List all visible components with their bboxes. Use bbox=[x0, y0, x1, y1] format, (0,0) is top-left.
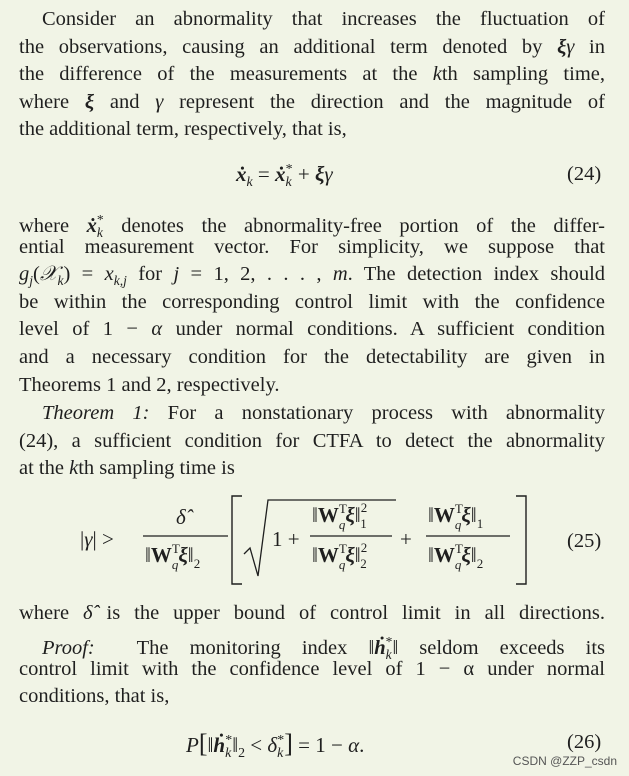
text-line: control limit with the confidence level of 1 − α under normal bbox=[19, 657, 605, 680]
eq25-delta-hat: δ̂ bbox=[176, 505, 186, 529]
text-line: where δ̂ is the upper bound of control limit in all directions. bbox=[19, 602, 605, 624]
text-line: where ẋ$_k$* denotes the abnormality-free portion of the differ- bbox=[19, 212, 605, 240]
theorem-1 bbox=[19, 400, 605, 483]
text-line: be within the corresponding control limit with the confidence bbox=[19, 290, 605, 313]
proof bbox=[19, 628, 605, 711]
text-line: $g_j(𝒳_k) = x_{k,j}$ for j = 1, 2, . . . , m. The detection index should bbox=[19, 263, 606, 289]
text-line: the difference of the measurements at the kth sampling time, bbox=[19, 63, 605, 86]
text-line: ential measurement vector. For simplicity, we suppose that bbox=[19, 235, 605, 258]
text-line: where ξ and γ represent the direction and the magnitude of bbox=[19, 90, 605, 113]
eq25-numerator-2: $‖W^T$ qξ‖$^2$ 1 bbox=[312, 500, 368, 532]
watermark: CSDN @ZZP_csdn bbox=[512, 754, 617, 768]
text-line: (24), a sufficient condition for CTFA to detect the abnormality bbox=[19, 429, 605, 452]
svg-text:+: + bbox=[400, 527, 412, 551]
equation-number-26: (26) bbox=[567, 731, 602, 753]
text-line: Theorems 1 and 2, respectively. bbox=[19, 373, 280, 396]
equation-number-24: (24) bbox=[567, 163, 602, 185]
text-line: and a necessary condition for the detectability are given in bbox=[19, 345, 605, 368]
text-line: at the kth sampling time is bbox=[19, 457, 235, 480]
eq25-denominator-2: $‖W^T$ qξ‖$^2$ 2 bbox=[312, 540, 368, 572]
proof-label: Proof: bbox=[42, 636, 95, 659]
text-line: conditions, that is, bbox=[19, 685, 170, 708]
paragraph-after-25 bbox=[19, 600, 605, 628]
text-line: level of 1 − α under normal conditions. A sufficient condition bbox=[19, 318, 605, 341]
paragraph-intro bbox=[19, 6, 605, 144]
paragraph-definition bbox=[19, 206, 605, 399]
text-line: Consider an abnormality that increases the fluctuation of bbox=[42, 8, 605, 30]
eq25-lhs: |γ| > bbox=[80, 527, 114, 551]
text-line: the observations, causing an additional term denoted by ξγ in bbox=[19, 35, 605, 58]
equation-25 bbox=[0, 488, 629, 592]
equation-24: ẋ$_k$ = ẋ$_k$* + ξγ bbox=[236, 161, 333, 190]
equation-26: $P[‖ḣ_k^*‖_2 < \delta_k^*] = 1 - \alpha$. bbox=[186, 729, 365, 761]
eq25-denominator: $‖W^T$ $q\xi‖_2$ bbox=[145, 541, 201, 572]
eq25-numerator-3: $‖W^T$ $q\xi‖_1$ bbox=[428, 501, 484, 532]
text-line: Theorem 1: For a nonstationary process with abnormality bbox=[42, 402, 605, 424]
text-line: the additional term, respectively, that is, bbox=[19, 118, 347, 141]
theorem-label: Theorem 1: bbox=[42, 402, 150, 424]
text-line: Proof: The monitoring index ‖ḣ$_k$*‖ seldom exceeds its bbox=[42, 634, 605, 662]
equation-number-25: (25) bbox=[567, 530, 602, 552]
svg-text:1 +: 1 + bbox=[272, 527, 300, 551]
eq25-denominator-3: $‖W^T$ $q\xi‖_2$ bbox=[428, 541, 484, 572]
